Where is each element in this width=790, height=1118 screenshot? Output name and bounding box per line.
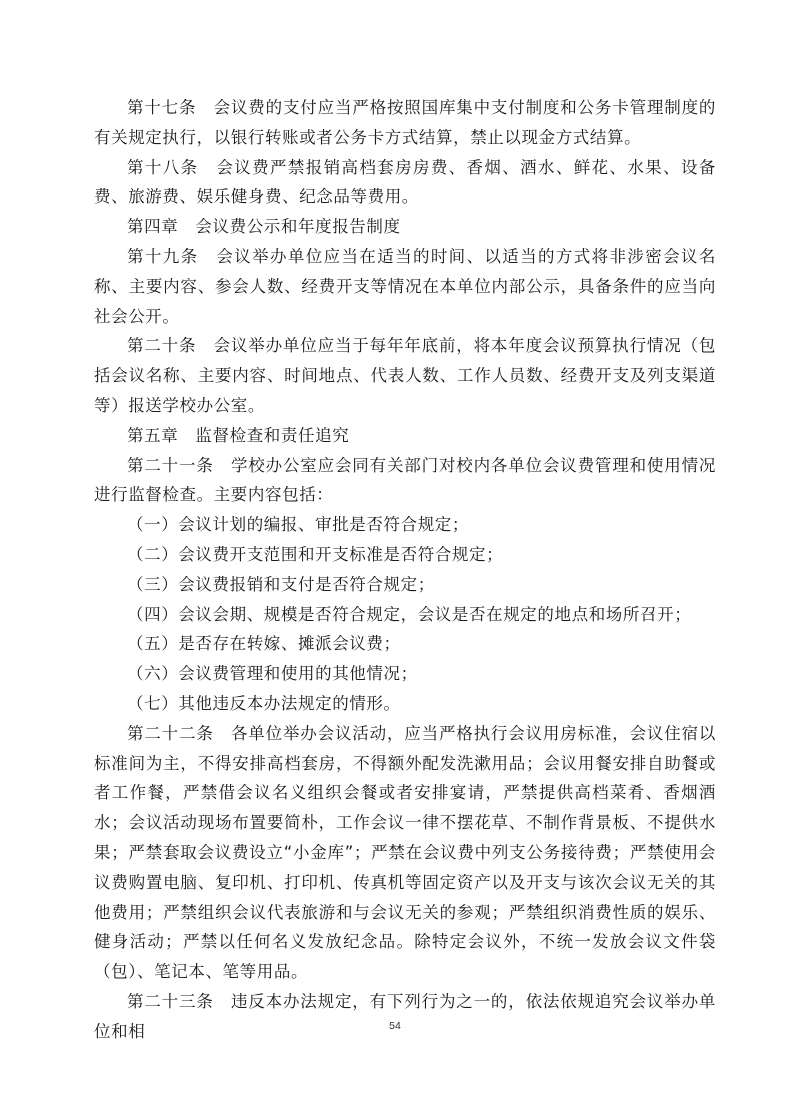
list-item: （一）会议计划的编报、审批是否符合规定；	[127, 515, 469, 535]
article-22: 第二十二条 各单位举办会议活动，应当严格执行会议用房标准，会议住宿以标准间为主，不得安排高档套房，不得额外配发洗漱用品；会议用餐安排自助餐或者工作餐，严禁借会议名义组织会餐或者安排宴请，严禁提供高档菜肴、香烟酒水；会议活动现场布置要简朴，工作会议一律不摆花草、不制作背景板、不提供水果；严禁套取会议费设立“小金库”；严禁在会议费中列支公务接待费；严禁使用会议费购置电脑、复印机、打印机、传真机等固定资产以及开支与该次会议无关的其他费用；严禁组织会议代表旅游和与会议无关的参观；严禁组织消费性质的娱乐、健身活动；严禁以任何名义发放纪念品。除特定会议外，不统一发放会议文件袋（包）、笔记本、笔等用品。	[94, 723, 716, 982]
chapter-5-heading: 第五章 监督检查和责任追究	[127, 425, 350, 445]
article-19: 第十九条 会议举办单位应当在适当的时间、以适当的方式将非涉密会议名称、主要内容、参会人数、经费开支等情况在本单位内部公示，具备条件的应当向社会公开。	[94, 246, 716, 326]
list-item: （四）会议会期、规模是否符合规定，会议是否在规定的地点和场所召开；	[127, 604, 692, 624]
list-item: （二）会议费开支范围和开支标准是否符合规定；	[127, 544, 504, 564]
article-18: 第十八条 会议费严禁报销高档套房房费、香烟、酒水、鲜花、水果、设备费、旅游费、娱乐健身费、纪念品等费用。	[94, 157, 716, 207]
article-17: 第十七条 会议费的支付应当严格按照国库集中支付制度和公务卡管理制度的有关规定执行，以银行转账或者公务卡方式结算，禁止以现金方式结算。	[94, 98, 716, 147]
list-item: （五）是否存在转嫁、摊派会议费；	[127, 634, 401, 654]
page-number: 54	[389, 1020, 401, 1032]
chapter-4-heading: 第四章 会议费公示和年度报告制度	[127, 217, 401, 237]
article-23: 第二十三条 违反本办法规定，有下列行为之一的，依法依规追究会议举办单位和相	[94, 991, 716, 1041]
article-20: 第二十条 会议举办单位应当于每年年底前，将本年度会议预算执行情况（包括会议名称、主要内容、时间地点、代表人数、工作人员数、经费开支及列支渠道等）报送学校办公室。	[94, 336, 716, 415]
article-21: 第二十一条 学校办公室应会同有关部门对校内各单位会议费管理和使用情况进行监督检查。主要内容包括：	[94, 455, 716, 505]
list-item: （七）其他违反本办法规定的情形。	[127, 693, 401, 713]
document-body	[94, 93, 716, 1047]
list-item: （三）会议费报销和支付是否符合规定；	[127, 574, 435, 594]
list-item: （六）会议费管理和使用的其他情况；	[127, 664, 418, 684]
